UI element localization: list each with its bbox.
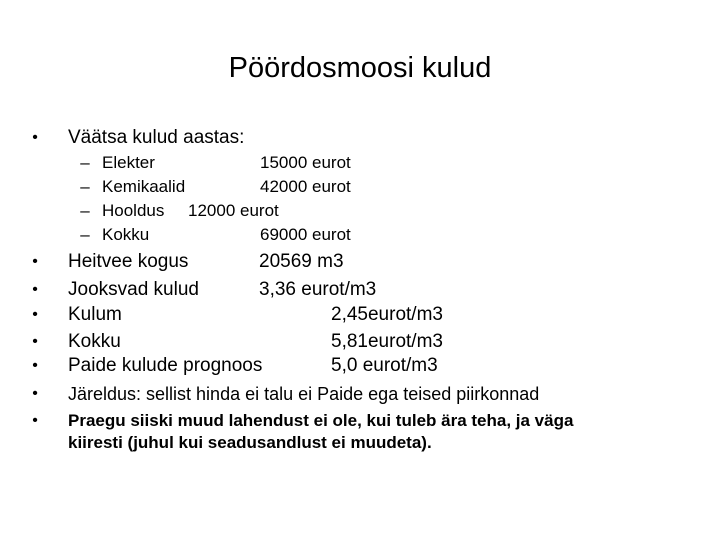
slide-title: Pöördosmoosi kulud <box>228 52 492 84</box>
bullet-text-bold: Praegu siiski muud lahendust ei ole, kui tuleb ära teha, ja väga <box>68 411 574 430</box>
bullet-text: Heitvee kogus <box>68 251 189 272</box>
dash-marker: – <box>80 225 90 244</box>
bullet-text-bold-line2: kiiresti (juhul kui seadusandlust ei muudeta). <box>68 433 432 452</box>
sub-bullet-value: 69000 eurot <box>260 225 351 244</box>
bullet-marker: • <box>32 357 38 374</box>
sub-bullet-value: 42000 eurot <box>260 177 351 196</box>
bullet-text: Kulum <box>68 304 122 325</box>
dash-marker: – <box>80 153 90 172</box>
bullet-value: 20569 m3 <box>259 251 344 272</box>
bullet-value: 3,36 eurot/m3 <box>259 279 377 300</box>
bullet-marker: • <box>32 306 38 323</box>
bullet-marker: • <box>32 129 38 146</box>
sub-bullet-text: Kokku <box>102 225 150 244</box>
sub-bullet-text: Kemikaalid <box>102 177 186 196</box>
bullet-text: Järeldus: sellist hinda ei talu ei Paide ega teised piirkonnad <box>68 384 540 404</box>
dash-marker: – <box>80 177 90 196</box>
sub-bullet-text: Elekter <box>102 153 155 172</box>
sub-bullet-text: Hooldus <box>102 201 165 220</box>
sub-bullet-value: 12000 eurot <box>188 201 279 220</box>
bullet-value: 2,45eurot/m3 <box>331 304 443 325</box>
bullet-value: 5,81eurot/m3 <box>331 331 443 352</box>
bullet-marker: • <box>32 281 38 298</box>
bullet-marker: • <box>32 385 38 402</box>
bullet-marker: • <box>32 333 38 350</box>
bullet-text: Kokku <box>68 331 121 352</box>
bullet-text: Väätsa kulud aastas: <box>68 127 245 148</box>
bullet-value: 5,0 eurot/m3 <box>331 355 438 376</box>
sub-bullet-value: 15000 eurot <box>260 153 351 172</box>
bullet-marker: • <box>32 412 38 429</box>
bullet-text: Paide kulude prognoos <box>68 355 263 376</box>
dash-marker: – <box>80 201 90 220</box>
bullet-marker: • <box>32 253 38 270</box>
bullet-text: Jooksvad kulud <box>68 279 199 300</box>
